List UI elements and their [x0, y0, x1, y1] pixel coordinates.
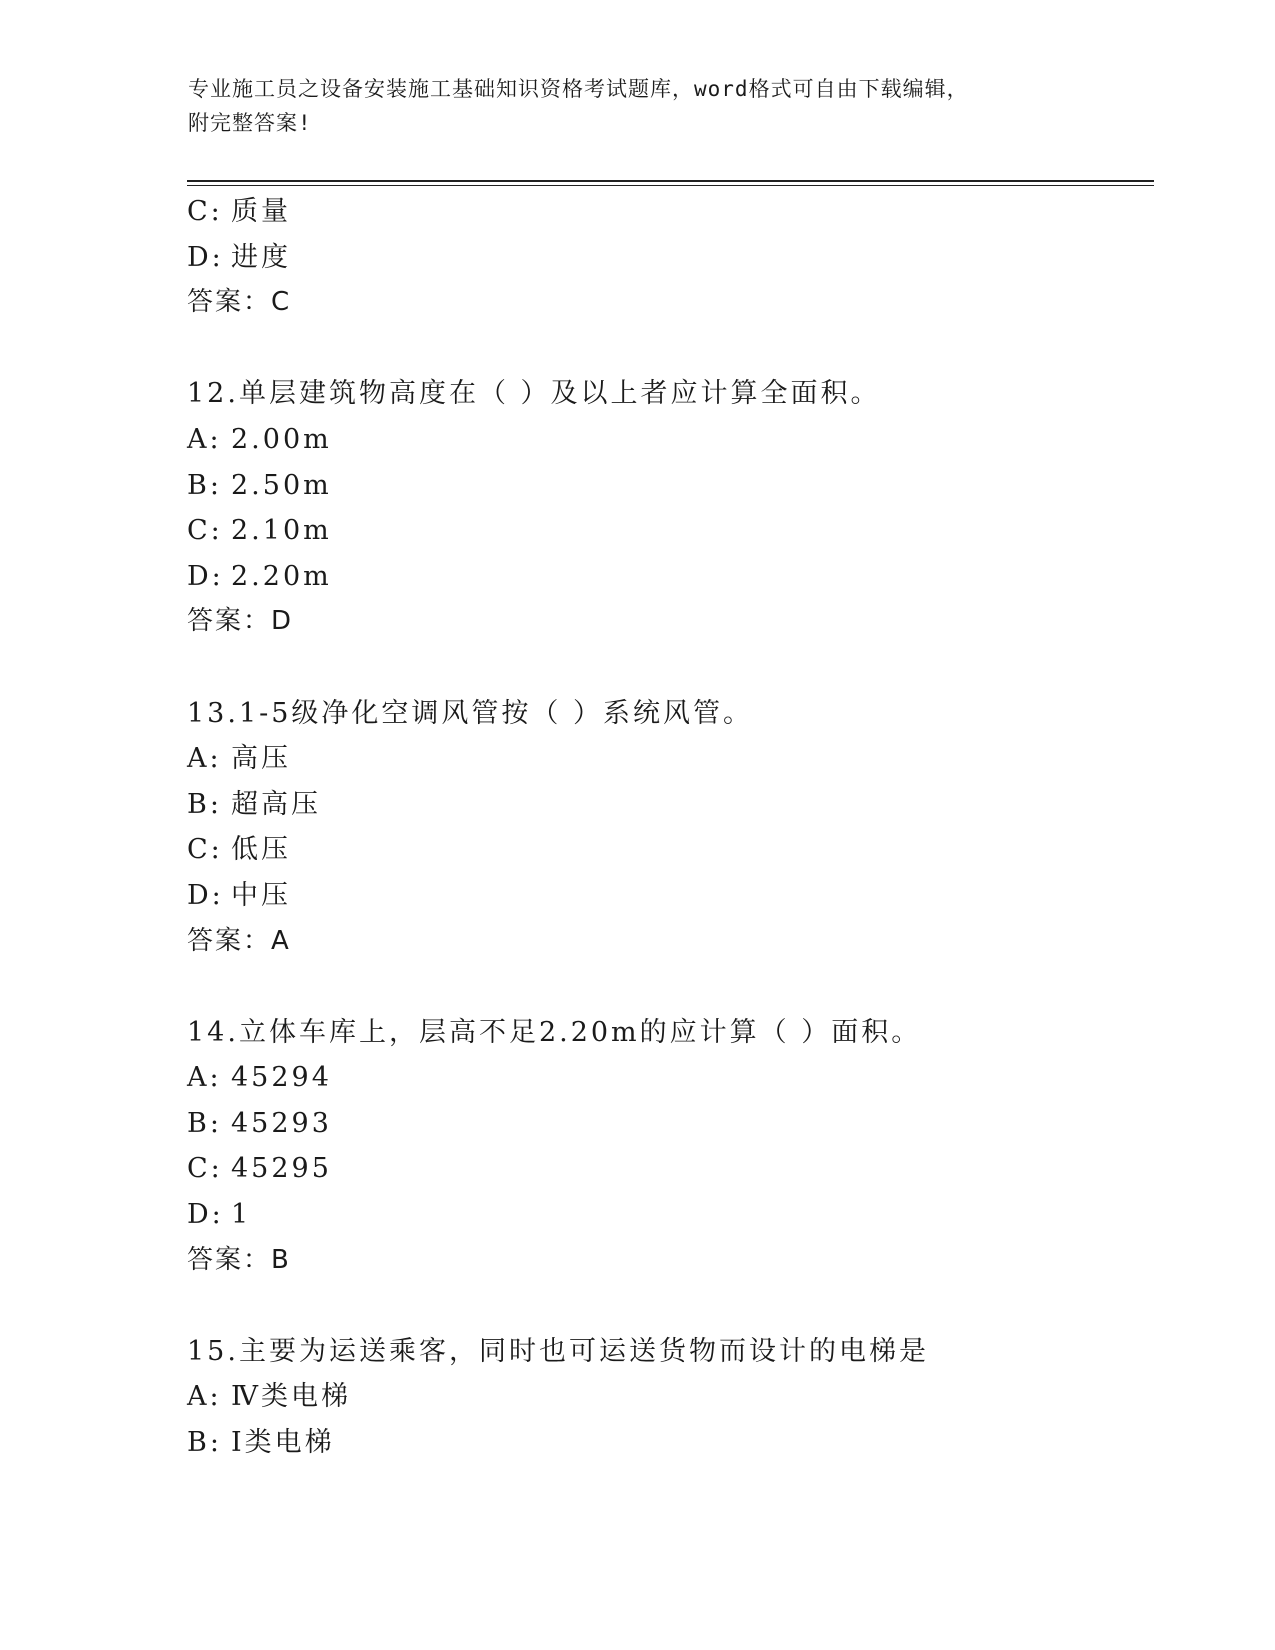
option-letter: C: — [187, 196, 223, 227]
option-letter: D: — [187, 1199, 224, 1231]
option-text: 45293 — [231, 1107, 332, 1139]
option-text: 进度 — [231, 241, 291, 273]
option-letter: C: — [187, 515, 223, 547]
question-stem: 15.主要为运送乘客，同时也可运送货物而设计的电梯是 — [187, 1335, 929, 1367]
question-13 — [187, 691, 1167, 965]
option-row — [187, 463, 1167, 509]
option-letter: A: — [187, 423, 222, 455]
option-row — [187, 1101, 1167, 1147]
option-letter: B: — [187, 1107, 222, 1139]
question-stem: 14.立体车库上，层高不足2.20m的应计算（ ）面积。 — [187, 1016, 922, 1048]
option-row — [187, 827, 1167, 873]
option-row — [187, 508, 1167, 554]
question-15 — [187, 1329, 1167, 1466]
header-divider-thick — [187, 180, 1154, 182]
option-text: 2.00m — [231, 423, 332, 455]
question-14 — [187, 1010, 1167, 1284]
option-letter: D: — [187, 241, 224, 273]
option-text: 2.50m — [231, 469, 332, 501]
option-letter: A: — [187, 1381, 222, 1413]
option-row — [187, 235, 1167, 281]
option-text: 2.20m — [231, 560, 332, 592]
answer-line: 答案：B — [187, 1244, 291, 1275]
document-header — [188, 72, 1088, 140]
option-text: 高压 — [231, 743, 291, 775]
option-row — [187, 1055, 1167, 1101]
option-text: 2.10m — [231, 515, 332, 547]
question-list — [187, 189, 1167, 1466]
option-letter: A: — [187, 743, 222, 775]
answer-line: 答案：D — [187, 606, 294, 637]
option-row — [187, 782, 1167, 828]
option-letter: B: — [187, 469, 222, 501]
option-letter: D: — [187, 560, 224, 592]
question-12 — [187, 371, 1167, 645]
option-text: Ⅳ类电梯 — [231, 1381, 351, 1413]
header-line-2: 附完整答案! — [188, 111, 312, 135]
option-letter: A: — [187, 1062, 222, 1094]
option-letter: D: — [187, 879, 224, 911]
option-row — [187, 189, 1167, 235]
option-row — [187, 1374, 1167, 1420]
option-letter: C: — [187, 1153, 223, 1185]
option-text: Ⅰ类电梯 — [231, 1427, 335, 1459]
question-stem: 12.单层建筑物高度在（ ）及以上者应计算全面积。 — [187, 378, 881, 410]
answer-line: 答案：A — [187, 925, 291, 956]
option-row — [187, 554, 1167, 600]
option-row — [187, 873, 1167, 919]
option-row — [187, 736, 1167, 782]
header-line-1: 专业施工员之设备安装施工基础知识资格考试题库，word格式可自由下载编辑， — [188, 77, 969, 101]
option-row — [187, 1146, 1167, 1192]
option-letter: C: — [187, 834, 223, 866]
option-text: 中压 — [231, 879, 291, 911]
option-row — [187, 1192, 1167, 1238]
option-text: 超高压 — [231, 788, 321, 820]
option-text: 低压 — [231, 834, 291, 866]
option-text: 质量 — [231, 196, 291, 227]
option-text: 45295 — [231, 1153, 332, 1185]
option-row — [187, 417, 1167, 463]
question-stem: 13.1-5级净化空调风管按（ ）系统风管。 — [187, 697, 754, 729]
option-row — [187, 1420, 1167, 1466]
option-text: 1 — [231, 1199, 252, 1231]
option-text: 45294 — [231, 1062, 332, 1094]
question-11-continued — [187, 189, 1167, 326]
option-letter: B: — [187, 1427, 222, 1459]
option-letter: B: — [187, 788, 222, 820]
answer-line: 答案：C — [187, 287, 292, 318]
header-divider-thin — [187, 185, 1154, 186]
